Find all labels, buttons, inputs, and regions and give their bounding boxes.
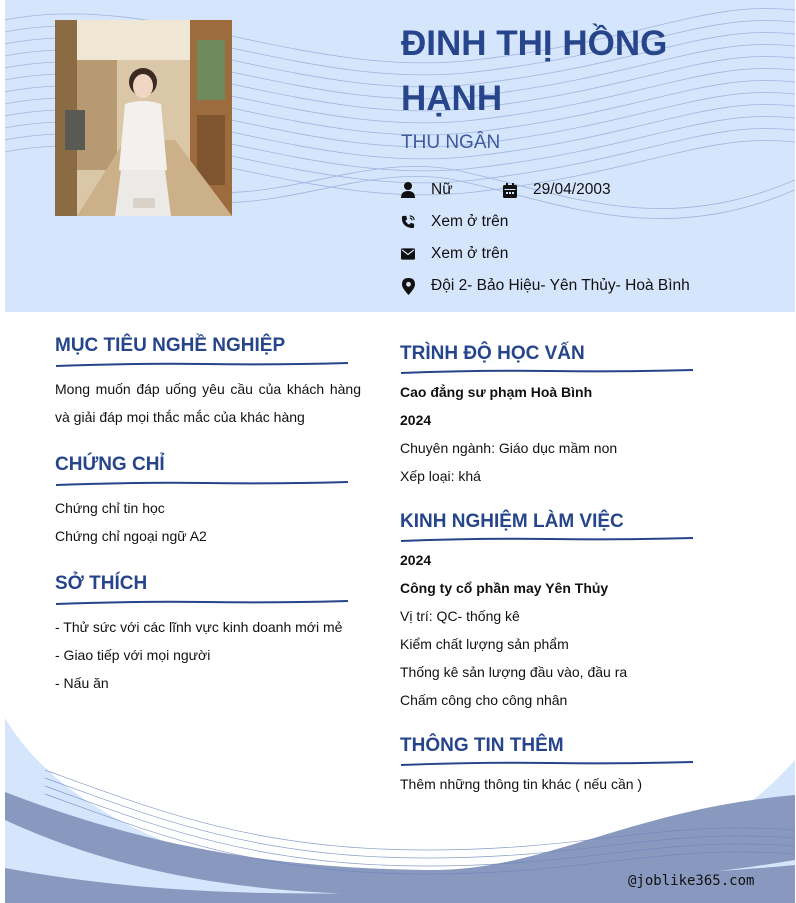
experience-line: Thống kê sản lượng đầu vào, đầu ra bbox=[400, 664, 628, 680]
hobbies-underline bbox=[55, 599, 350, 607]
certificate-item: Chứng chỉ tin học bbox=[55, 500, 165, 516]
gender-value: Nữ bbox=[431, 181, 453, 198]
education-year: 2024 bbox=[400, 412, 432, 428]
profile-photo bbox=[55, 20, 232, 216]
certificates-title: CHỨNG CHỈ bbox=[55, 454, 165, 475]
experience-line: Kiểm chất lượng sản phẩm bbox=[400, 636, 569, 652]
phone-row bbox=[401, 210, 508, 234]
education-title: TRÌNH ĐỘ HỌC VẤN bbox=[400, 343, 585, 364]
additional-title: THÔNG TIN THÊM bbox=[400, 735, 564, 756]
experience-underline bbox=[400, 536, 695, 544]
experience-year: 2024 bbox=[400, 552, 432, 568]
job-title: THU NGÂN bbox=[401, 132, 501, 153]
education-rank: Xếp loại: khá bbox=[400, 468, 481, 484]
phone-value: Xem ở trên bbox=[431, 213, 509, 230]
objective-underline bbox=[55, 361, 350, 369]
email-value: Xem ở trên bbox=[431, 245, 509, 262]
objective-text: Mong muốn đáp uống yêu cầu của khách hàng và giải đáp mọi thắc mắc của khác hàng bbox=[55, 381, 361, 425]
hobby-item: - Nấu ăn bbox=[55, 675, 109, 691]
certificates-underline bbox=[55, 480, 350, 488]
education-major: Chuyên ngành: Giáo dục mầm non bbox=[400, 440, 618, 456]
experience-title: KINH NGHIỆM LÀM VIỆC bbox=[400, 511, 624, 532]
hobbies-title: SỞ THÍCH bbox=[55, 573, 148, 594]
header-banner bbox=[5, 0, 795, 312]
profile-photo-image bbox=[55, 20, 232, 216]
experience-line: Chấm công cho công nhân bbox=[400, 692, 568, 708]
experience-line: Vị trí: QC- thống kê bbox=[400, 608, 520, 624]
address-value: Đội 2- Bảo Hiệu- Yên Thủy- Hoà Bình bbox=[431, 277, 690, 294]
phone-icon bbox=[401, 214, 415, 230]
cv-page bbox=[5, 0, 795, 903]
birthday-row bbox=[503, 178, 611, 202]
envelope-icon bbox=[401, 246, 415, 262]
map-pin-icon bbox=[401, 278, 415, 294]
hobby-item: - Giao tiếp với mọi người bbox=[55, 647, 211, 663]
address-row bbox=[401, 274, 690, 298]
hobby-item: - Thử sức với các lĩnh vực kinh doanh mới mẻ bbox=[55, 619, 343, 635]
objective-title: MỤC TIÊU NGHỀ NGHIỆP bbox=[55, 335, 286, 356]
gender-row bbox=[401, 178, 453, 202]
user-icon bbox=[401, 182, 415, 198]
education-underline bbox=[400, 368, 695, 376]
education-school: Cao đẳng sư phạm Hoà Bình bbox=[400, 384, 593, 400]
calendar-icon bbox=[503, 182, 517, 198]
additional-underline bbox=[400, 760, 695, 768]
candidate-name: ĐINH THỊ HỒNG HẠNH bbox=[401, 24, 668, 118]
additional-text: Thêm những thông tin khác ( nếu cần ) bbox=[400, 776, 643, 792]
email-row bbox=[401, 242, 508, 266]
birthday-value: 29/04/2003 bbox=[533, 181, 611, 198]
experience-company: Công ty cổ phần may Yên Thủy bbox=[400, 580, 609, 596]
certificate-item: Chứng chỉ ngoại ngữ A2 bbox=[55, 528, 207, 544]
watermark: @joblike365.com bbox=[628, 873, 755, 889]
